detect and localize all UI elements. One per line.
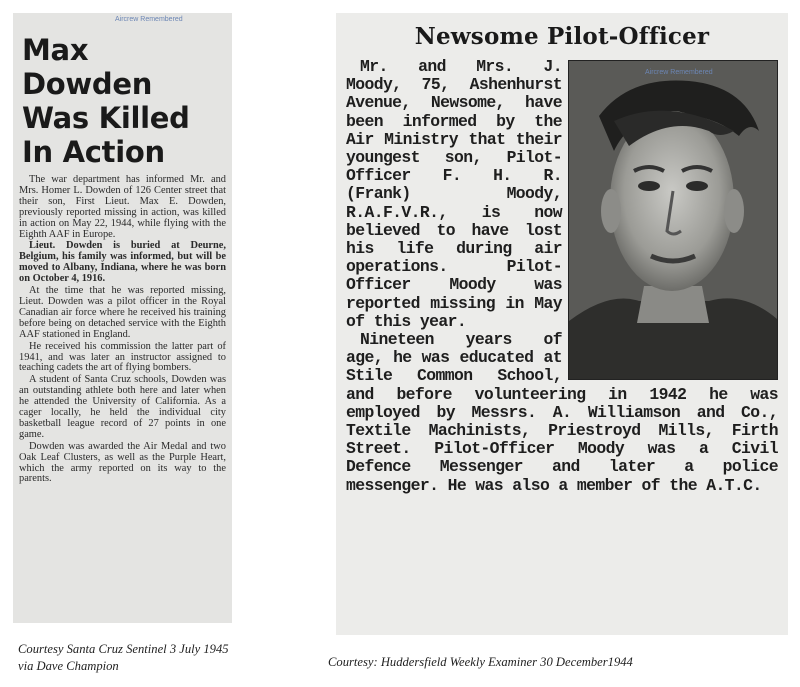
portrait-photo <box>568 60 778 380</box>
left-headline <box>22 33 226 169</box>
left-headline-line: Max Dowden <box>22 33 153 101</box>
right-paragraph: Nineteen years of age, he was educated at Stile Common School, and before volunteering in 1942 he was employed by Messrs. A. Williamson and Co., Textile Machinists, Priestroyd Mills, Firth Street. Pilot-Officer Moody was a Civil Defence Messenger and later a police messenger. He was also a member of the A.T.C. <box>346 330 778 495</box>
portrait-image-icon <box>569 61 777 379</box>
left-headline-line: In Action <box>22 135 165 169</box>
left-paragraph: He received his commission the latter part of 1941, and was later an instructor assigned to teaching cadets the art of flying bombers. <box>19 340 226 374</box>
right-caption: Courtesy: Huddersfield Weekly Examiner 30 December1944 <box>328 655 633 669</box>
left-caption: Courtesy Santa Cruz Sentinel 3 July 1945 via Dave Champion <box>18 642 229 673</box>
left-article-body <box>19 175 226 485</box>
left-watermark: Aircrew Remembered <box>115 16 183 23</box>
right-headline: Newsome Pilot-Officer <box>414 23 710 50</box>
left-paragraph: Dowden was awarded the Air Medal and two Oak Leaf Clusters, as well as the Purple Heart, which the army reported on its way to the parents. <box>19 440 226 485</box>
left-paragraph: The war department has informed Mr. and Mrs. Homer L. Dowden of 126 Center street that their son, First Lieut. Max E. Dowden, previously reported missing in action, was killed in action on May 22, 1944, while flying with the Eighth AAF in Europe. <box>19 174 226 240</box>
left-paragraph-bold: Lieut. Dowden is buried at Deurne, Belgium, his family was informed, but will be moved to Albany, Indiana, where he was born on October 4, 1916. <box>19 240 226 285</box>
left-clipping <box>13 13 232 623</box>
left-headline-line: Was Killed <box>22 101 190 135</box>
left-paragraph: A student of Santa Cruz schools, Dowden was an outstanding athlete both here and later when he attended the University of California. As a cager locally, he held the individual city basketball league record of 27 points in one game. <box>19 374 226 440</box>
right-clipping <box>336 13 788 635</box>
right-watermark: Aircrew Remembered <box>645 69 713 76</box>
left-paragraph: At the time that he was reported missing, Lieut. Dowden was a pilot officer in the Royal Canadian air force where he received his training before being on detached service with the Eighth AAF stationed in England. <box>19 285 226 340</box>
right-paragraph: Mr. and Mrs. J. Moody, 75, Ashenhurst Avenue, Newsome, have been informed by the Air Ministry that their youngest son, Pilot-Officer F. H. R. (Frank) Moody, R.A.F.V.R., is now believed to have lost his life during air operations. Pilot-Officer Moody was reported missing in May of this year. <box>346 57 562 331</box>
right-article-body <box>346 58 778 495</box>
